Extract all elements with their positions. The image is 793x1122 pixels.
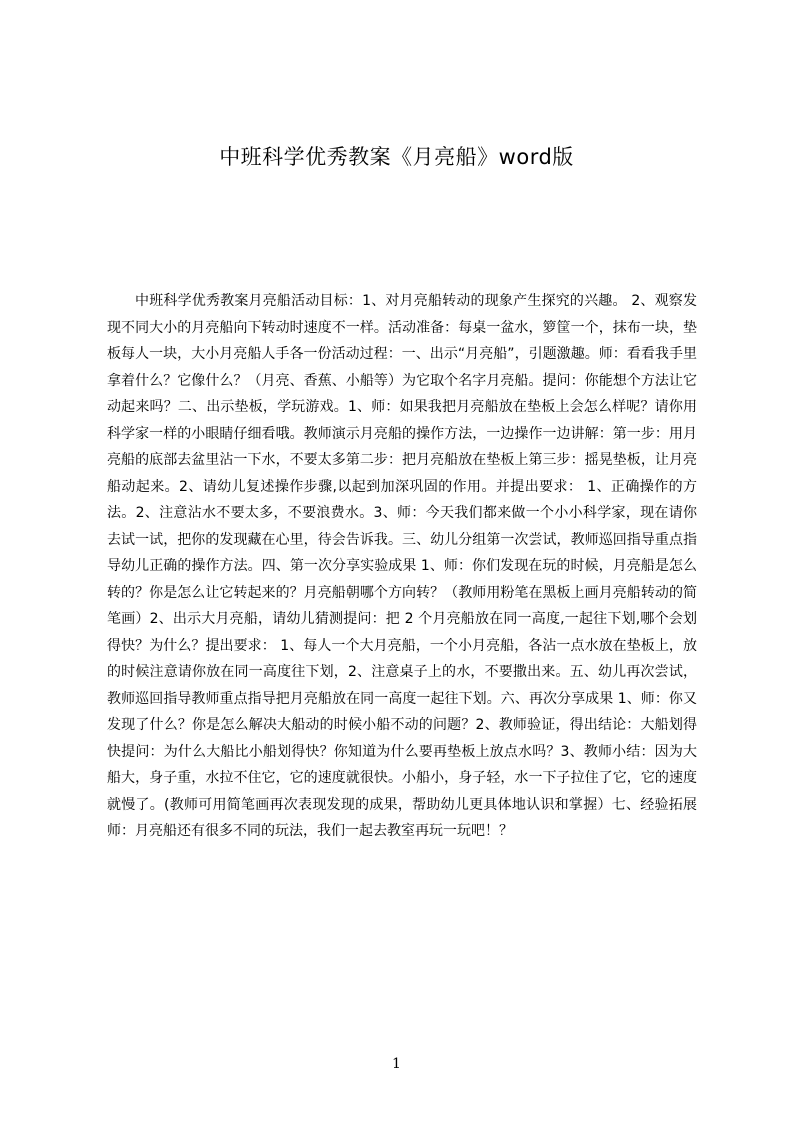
lesson-plan-body: 中班科学优秀教案月亮船活动目标：1、对月亮船转动的现象产生探究的兴趣。 2、观察发现不同大小的月亮船向下转动时速度不一样。活动准备：每桌一盆水，箩筐一个，抹布一块，垫板每人一块，大小月亮船人手各一份活动过程：一、出示“月亮船”，引题激趣。师：看看我手里拿着什么？它像什么？（月亮、香蕉、小船等）为它取个名字月亮船。提问：你能想个方法让它动起来吗？二、出示垫板，学玩游戏。1、师：如果我把月亮船放在垫板上会怎么样呢？请你用科学家一样的小眼睛仔细看哦。教师演示月亮船的操作方法，一边操作一边讲解：第一步：用月亮船的底部去盆里沾一下水，不要太多第二步：把月亮船放在垫板上第三步：摇晃垫板，让月亮船动起来。2、请幼儿复述操作步骤,以起到加深巩固的作用。并提出要求： 1、正确操作的方法。2、注意沾水不要太多，不要浪费水。3、师：今天我们都来做一个小小科学家，现在请你去试一试，把你的发现藏在心里，待会告诉我。三、幼儿分组第一次尝试，教师巡回指导重点指导幼儿正确的操作方法。四、第一次分享实验成果 1、师：你们发现在玩的时候，月亮船是怎么转的？你是怎么让它转起来的？月亮船朝哪个方向转？（教师用粉笔在黑板上画月亮船转动的简笔画）2、出示大月亮船，请幼儿猜测提问：把 2 个月亮船放在同一高度,一起往下划,哪个会划得快？为什么？提出要求： 1、每人一个大月亮船，一个小月亮船，各沾一点水放在垫板上，放的时候注意请你放在同一高度往下划，2、注意桌子上的水，不要撒出来。五、幼儿再次尝试，教师巡回指导教师重点指导把月亮船放在同一高度一起往下划。六、再次分享成果 1、师：你又发现了什么？你是怎么解决大船动的时候小船不动的问题？2、教师验证，得出结论：大船划得快提问：为什么大船比小船划得快？你知道为什么要再垫板上放点水吗？3、教师小结：因为大船大，身子重，水拉不住它，它的速度就很快。小船小，身子轻，水一下子拉住了它，它的速度就慢了。(教师可用简笔画再次表现发现的成果，帮助幼儿更具体地认识和掌握）七、经验拓展师：月亮船还有很多不同的玩法，我们一起去教室再玩一玩吧！？ [107, 293, 697, 839]
document-title: 中班科学优秀教案《月亮船》word版 [219, 145, 574, 169]
page-number: 1 [392, 1056, 401, 1072]
